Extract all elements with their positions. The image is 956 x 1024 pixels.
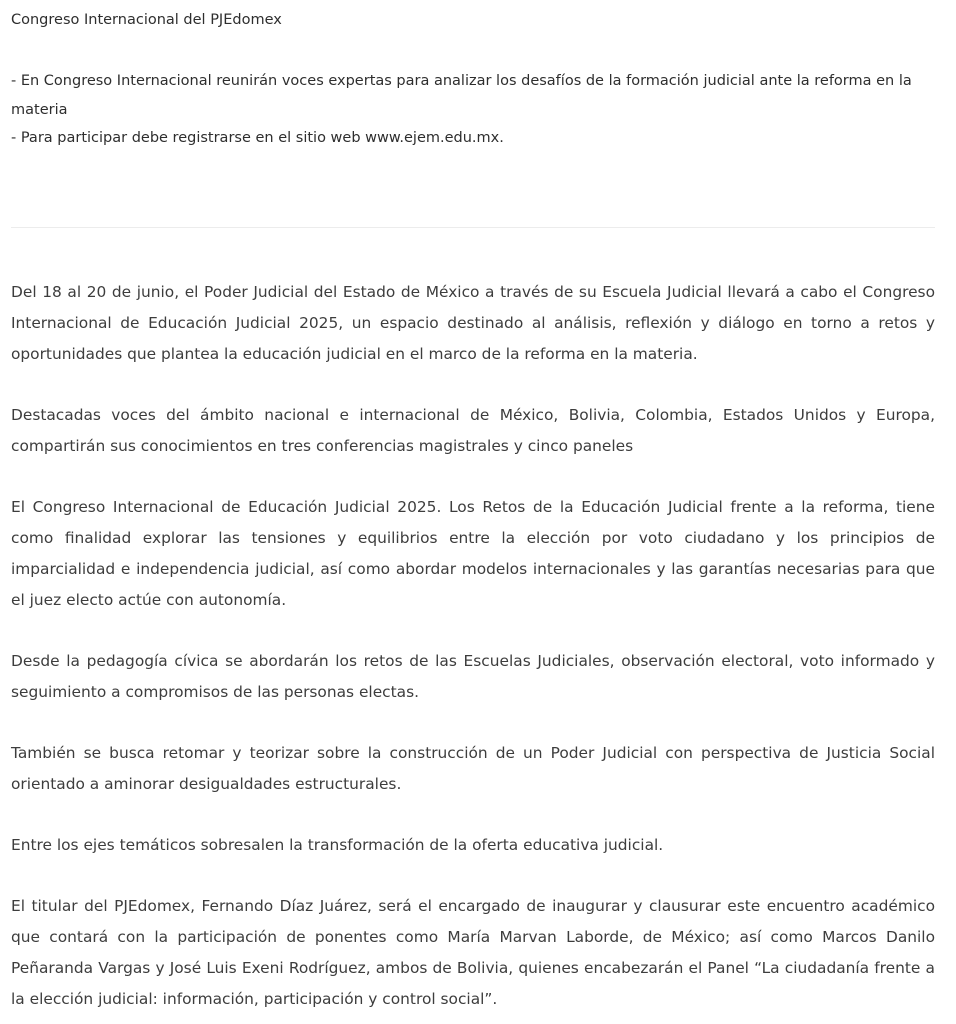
article-header-title: Congreso Internacional del PJEdomex: [11, 12, 282, 28]
body-paragraph: El Congreso Internacional de Educación Judicial 2025. Los Retos de la Educación Judicial frente a la reforma, tiene como finalidad explorar las tensiones y equilibrios entre la elección por voto ciudadano y los principios de imparcialidad e independencia judicial, así como abordar modelos internacionales y las garantías necesarias para que el juez electo actúe con autonomía.: [11, 498, 935, 609]
body-paragraph: Del 18 al 20 de junio, el Poder Judicial del Estado de México a través de su Escuela Judicial llevará a cabo el Congreso Internacional de Educación Judicial 2025, un espacio destinado al análisis, reflexión y diálogo en torno a retos y oportunidades que plantea la educación judicial en el marco de la reforma en la materia.: [11, 283, 935, 363]
body-paragraph: Destacadas voces del ámbito nacional e internacional de México, Bolivia, Colombia, Estados Unidos y Europa, compartirán sus conocimientos en tres conferencias magistrales y cinco paneles: [11, 406, 935, 455]
body-paragraph: Desde la pedagogía cívica se abordarán los retos de las Escuelas Judiciales, observación electoral, voto informado y seguimiento a compromisos de las personas electas.: [11, 652, 935, 701]
article-body: [11, 277, 935, 1015]
body-paragraph: Entre los ejes temáticos sobresalen la transformación de la oferta educativa judicial.: [11, 836, 664, 854]
summary-bullet: - Para participar debe registrarse en el sitio web www.ejem.edu.mx.: [11, 130, 504, 146]
body-paragraph: También se busca retomar y teorizar sobre la construcción de un Poder Judicial con perspectiva de Justicia Social orientado a aminorar desigualdades estructurales.: [11, 744, 935, 793]
summary-bullet: - En Congreso Internacional reunirán voces expertas para analizar los desafíos de la formación judicial ante la reforma en la materia: [11, 73, 912, 118]
body-paragraph: El titular del PJEdomex, Fernando Díaz Juárez, será el encargado de inaugurar y clausurar este encuentro académico que contará con la participación de ponentes como María Marvan Laborde, de México; así como Marcos Danilo Peñaranda Vargas y José Luis Exeni Rodríguez, ambos de Bolivia, quienes encabezarán el Panel “La ciudadanía frente a la elección judicial: información, participación y control social”.: [11, 897, 935, 1008]
section-divider: [11, 227, 935, 228]
summary-bullets: [11, 67, 935, 153]
